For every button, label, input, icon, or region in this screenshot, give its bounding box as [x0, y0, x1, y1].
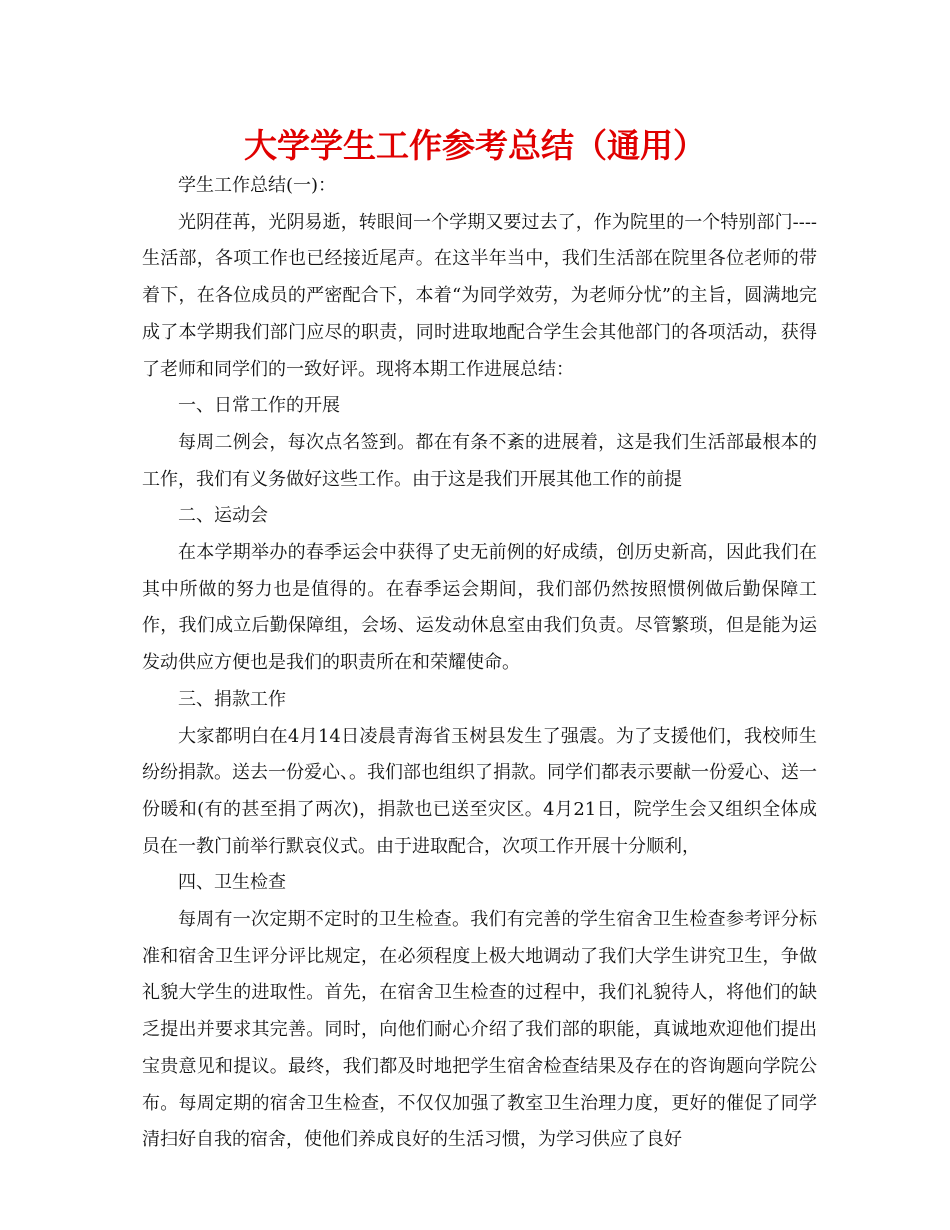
paragraph-daily-work: 每周二例会，每次点名签到。都在有条不紊的进展着，这是我们生活部最根本的工作，我们有义务做好这些工作。由于这是我们开展其他工作的前提 [142, 431, 817, 490]
document-title: 大学学生工作参考总结（通用） [244, 126, 706, 165]
paragraph-sports-meet: 在本学期举办的春季运会中获得了史无前例的好成绩，创历史新高，因此我们在其中所做的努力也是值得的。在春季运会期间，我们部仍然按照惯例做后勤保障工作，我们成立后勤保障组，会场、运发动休息室由我们负责。尽管繁琐，但是能为运发动供应方便也是我们的职责所在和荣耀使命。 [142, 542, 817, 674]
section-heading-sports-meet: 二、运动会 [178, 505, 268, 527]
paragraph-intro: 光阴荏苒，光阴易逝，转眼间一个学期又要过去了，作为院里的一个特别部门----生活部，各项工作也已经接近尾声。在这半年当中，我们生活部在院里各位老师的带着下，在各位成员的严密配合下，本着“为同学效劳，为老师分忧”的主旨，圆满地完成了本学期我们部门应尽的职责，同时进取地配合学生会其他部门的各项活动，获得了老师和同学们的一致好评。现将本期工作进展总结： [142, 211, 817, 380]
paragraph-intro-heading: 学生工作总结(一)： [178, 175, 337, 196]
section-heading-daily-work: 一、日常工作的开展 [178, 395, 340, 417]
section-heading-hygiene-check: 四、卫生检查 [178, 872, 286, 894]
paragraph-hygiene-check: 每周有一次定期不定时的卫生检查。我们有完善的学生宿舍卫生检查参考评分标准和宿舍卫生评分评比规定，在必须程度上极大地调动了我们大学生讲究卫生，争做礼貌大学生的进取性。首先，在宿舍卫生检查的过程中，我们礼貌待人，将他们的缺乏提出并要求其完善。同时，向他们耐心介绍了我们部的职能，真诚地欢迎他们提出宝贵意见和提议。最终，我们都及时地把学生宿舍检查结果及存在的咨询题向学院公布。每周定期的宿舍卫生检查，不仅仅加强了教室卫生治理力度，更好的催促了同学清扫好自我的宿舍，使他们养成良好的生活习惯，为学习供应了良好 [142, 909, 817, 1151]
section-heading-donation: 三、捐款工作 [178, 688, 286, 710]
document-body [142, 168, 817, 1159]
paragraph-donation: 大家都明白在4月14日凌晨青海省玉树县发生了强震。为了支援他们，我校师生纷纷捐款。送去一份爱心、。我们部也组织了捐款。同学们都表示要献一份爱心、送一份暖和(有的甚至捐了两次)，捐款也已送至灾区。4月21日，院学生会又组织全体成员在一教门前举行默哀仪式。由于进取配合，次项工作开展十分顺利， [142, 725, 817, 857]
